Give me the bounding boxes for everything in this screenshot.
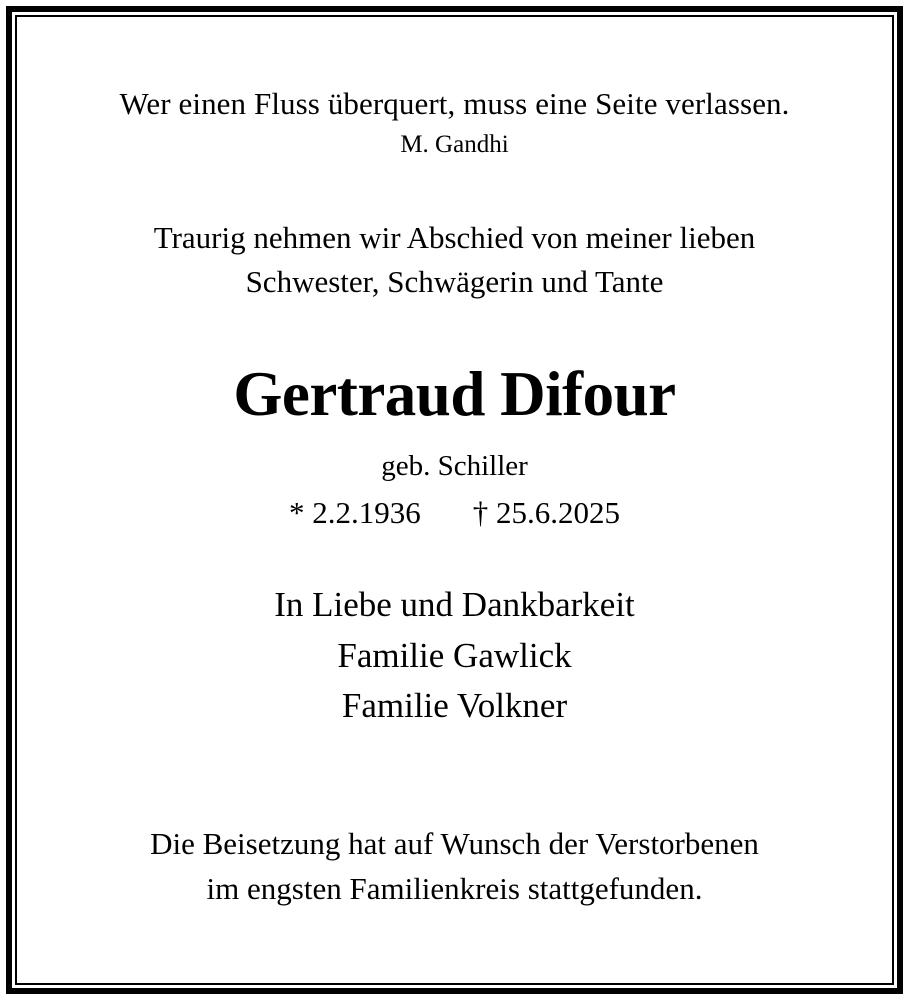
birth-date: * 2.2.1936 (289, 495, 421, 530)
notice-line-1: Die Beisetzung hat auf Wunsch der Verstorbenen (150, 826, 759, 861)
life-dates (0, 495, 909, 531)
mourners-line-3: Familie Volkner (341, 686, 568, 725)
mourners-line-1: In Liebe und Dankbarkeit (274, 585, 635, 624)
notice-line-2: im engsten Familienkreis stattgefunden. (206, 871, 703, 906)
quote-text: Wer einen Fluss überquert, muss eine Seite verlassen. (119, 86, 790, 121)
quote-author: M. Gandhi (400, 131, 509, 158)
death-date: † 25.6.2025 (472, 495, 620, 530)
intro-line-2: Schwester, Schwägerin und Tante (245, 264, 664, 299)
deceased-name: Gertraud Difour (233, 359, 676, 429)
birth-name: geb. Schiller (381, 450, 528, 482)
mourners-line-2: Familie Gawlick (337, 636, 572, 675)
intro-line-1: Traurig nehmen wir Abschied von meiner lieben (153, 220, 756, 255)
